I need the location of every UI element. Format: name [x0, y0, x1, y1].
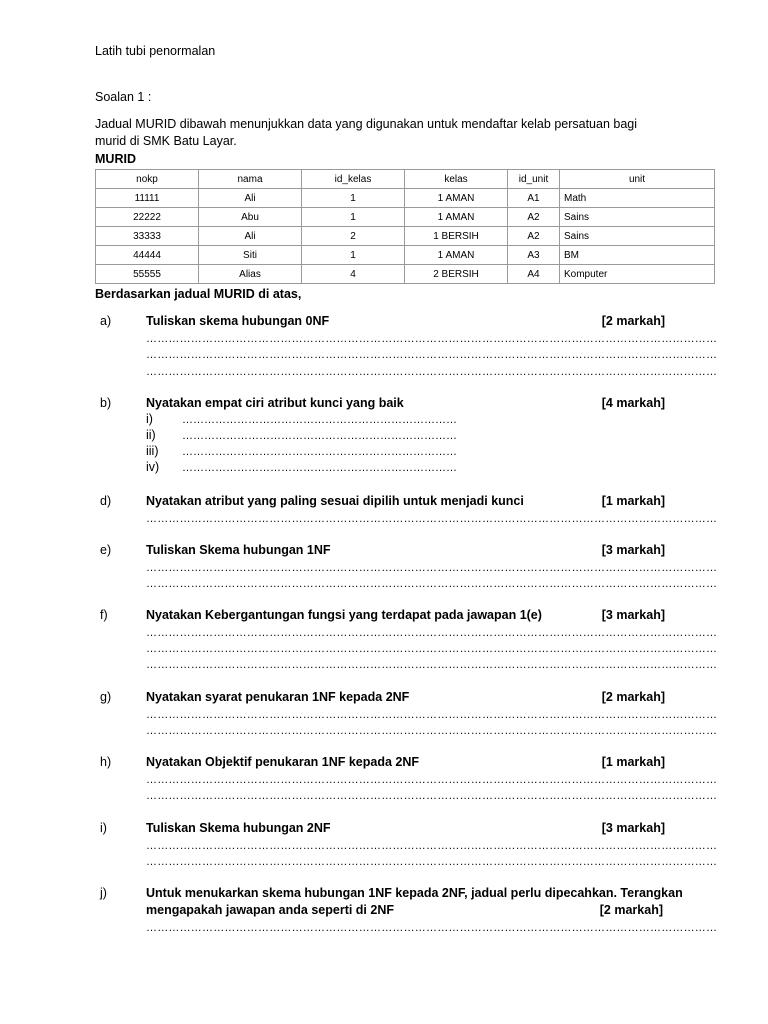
table-cell: 1: [302, 189, 405, 208]
answer-line: ………………………………………………………………………………………………………………………………………: [146, 725, 718, 737]
table-cell: 2: [302, 227, 405, 246]
sub-item-label: i): [146, 412, 153, 426]
column-header: unit: [560, 170, 715, 189]
marks-label: [3 markah]: [601, 608, 665, 622]
intro-text-line-1: Jadual MURID dibawah menunjukkan data yang digunakan untuk mendaftar kelab persatuan bagi: [95, 117, 638, 131]
marks-label: [2 markah]: [601, 690, 665, 704]
answer-line: ………………………………………………………………………………………………………………………………………: [146, 659, 718, 671]
table-cell: Sains: [560, 208, 715, 227]
instruction-text: Berdasarkan jadual MURID di atas,: [95, 287, 302, 301]
table-row: [96, 227, 715, 246]
answer-line: ………………………………………………………………………………………………………………………………………: [146, 709, 718, 721]
question-text: Tuliskan Skema hubungan 1NF: [146, 543, 331, 557]
marks-label: [4 markah]: [601, 396, 665, 410]
table-cell: 1 AMAN: [405, 246, 508, 265]
answer-line: ………………………………………………………………………………………………………………………………………: [146, 774, 718, 786]
question-label: b): [100, 396, 112, 410]
table-cell: 55555: [96, 265, 199, 284]
sub-item-label: iii): [146, 444, 159, 458]
marks-label: [2 markah]: [601, 314, 665, 328]
question-label: h): [100, 755, 112, 769]
question-label: a): [100, 314, 112, 328]
table-cell: A2: [508, 227, 560, 246]
answer-line: ………………………………………………………………………………………………………………………………………: [146, 856, 718, 868]
column-header: nama: [199, 170, 302, 189]
marks-label: [2 markah]: [599, 903, 663, 917]
table-cell: Komputer: [560, 265, 715, 284]
marks-label: [3 markah]: [601, 543, 665, 557]
table-cell: Math: [560, 189, 715, 208]
table-row: [96, 208, 715, 227]
question-label: i): [100, 821, 107, 835]
question-text: Tuliskan Skema hubungan 2NF: [146, 821, 331, 835]
marks-label: [1 markah]: [601, 755, 665, 769]
answer-line: ………………………………………………………………………………………………………………………………………: [146, 513, 718, 525]
column-header: kelas: [405, 170, 508, 189]
table-cell: 1 AMAN: [405, 189, 508, 208]
question-heading: Soalan 1 :: [95, 90, 152, 104]
answer-line: …………………………………………………………………: [182, 462, 457, 474]
table-cell: A3: [508, 246, 560, 265]
table-cell: A2: [508, 208, 560, 227]
table-cell: Ali: [199, 189, 302, 208]
question-label: e): [100, 543, 112, 557]
question-label: g): [100, 690, 112, 704]
answer-line: ………………………………………………………………………………………………………………………………………: [146, 790, 718, 802]
table-cell: 1: [302, 246, 405, 265]
table-cell: BM: [560, 246, 715, 265]
answer-line: ………………………………………………………………………………………………………………………………………: [146, 333, 718, 345]
question-text: Nyatakan Objektif penukaran 1NF kepada 2NF: [146, 755, 420, 769]
table-cell: Ali: [199, 227, 302, 246]
table-cell: Sains: [560, 227, 715, 246]
question-text: Untuk menukarkan skema hubungan 1NF kepada 2NF, jadual perlu dipecahkan. Terangkan: [146, 886, 683, 900]
answer-line: ………………………………………………………………………………………………………………………………………: [146, 366, 718, 378]
table-cell: 44444: [96, 246, 199, 265]
table-cell: 1 BERSIH: [405, 227, 508, 246]
intro-text-line-2: murid di SMK Batu Layar.: [95, 134, 237, 148]
marks-label: [1 markah]: [601, 494, 665, 508]
answer-line: ………………………………………………………………………………………………………………………………………: [146, 349, 718, 361]
table-row: [96, 189, 715, 208]
page-title: Latih tubi penormalan: [95, 44, 216, 58]
question-label: f): [100, 608, 108, 622]
table-cell: 1 AMAN: [405, 208, 508, 227]
sub-item-label: ii): [146, 428, 156, 442]
column-header: nokp: [96, 170, 199, 189]
marks-label: [3 markah]: [601, 821, 665, 835]
table-row: [96, 246, 715, 265]
table-cell: 4: [302, 265, 405, 284]
table-row: [96, 265, 715, 284]
answer-line: ………………………………………………………………………………………………………………………………………: [146, 840, 718, 852]
question-text-continued: mengapakah jawapan anda seperti di 2NF: [146, 903, 394, 917]
column-header: id_kelas: [302, 170, 405, 189]
table-cell: 2 BERSIH: [405, 265, 508, 284]
answer-line: ………………………………………………………………………………………………………………………………………: [146, 627, 718, 639]
table-cell: 22222: [96, 208, 199, 227]
answer-line: …………………………………………………………………: [182, 430, 457, 442]
question-label: d): [100, 494, 112, 508]
table-title: MURID: [95, 152, 136, 166]
answer-line: ………………………………………………………………………………………………………………………………………: [146, 643, 718, 655]
question-label: j): [100, 886, 107, 900]
answer-line: ………………………………………………………………………………………………………………………………………: [146, 578, 718, 590]
answer-line: …………………………………………………………………: [182, 414, 457, 426]
table-cell: A1: [508, 189, 560, 208]
question-text: Nyatakan atribut yang paling sesuai dipilih untuk menjadi kunci: [146, 494, 524, 508]
column-header: id_unit: [508, 170, 560, 189]
question-text: Nyatakan syarat penukaran 1NF kepada 2NF: [146, 690, 410, 704]
murid-table: [95, 169, 715, 284]
answer-line: ………………………………………………………………………………………………………………………………………: [146, 562, 718, 574]
sub-item-label: iv): [146, 460, 160, 474]
answer-line: ………………………………………………………………………………………………………………………………………: [146, 922, 718, 934]
answer-line: …………………………………………………………………: [182, 446, 457, 458]
table-cell: 1: [302, 208, 405, 227]
table-cell: Abu: [199, 208, 302, 227]
question-text: Nyatakan empat ciri atribut kunci yang baik: [146, 396, 404, 410]
table-header-row: [96, 170, 715, 189]
table-cell: A4: [508, 265, 560, 284]
table-cell: Siti: [199, 246, 302, 265]
question-text: Nyatakan Kebergantungan fungsi yang terdapat pada jawapan 1(e): [146, 608, 542, 622]
table-cell: 33333: [96, 227, 199, 246]
table-cell: 11111: [96, 189, 199, 208]
table-cell: Alias: [199, 265, 302, 284]
question-text: Tuliskan skema hubungan 0NF: [146, 314, 330, 328]
